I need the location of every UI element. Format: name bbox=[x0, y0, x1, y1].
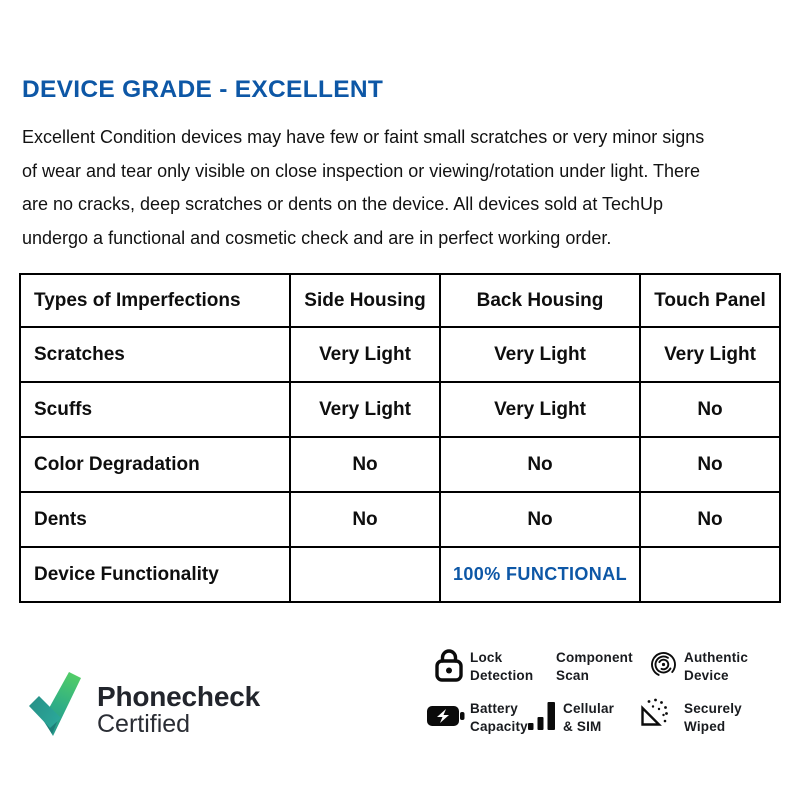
imperfections-table bbox=[19, 273, 781, 603]
feature-cellular-sim bbox=[563, 700, 614, 736]
cell-value: Very Light bbox=[290, 327, 440, 382]
description-line: of wear and tear only visible on close inspection or viewing/rotation under light. There bbox=[22, 160, 701, 181]
row-label: Scratches bbox=[20, 327, 290, 382]
header-types-of-imperfections: Types of Imperfections bbox=[20, 274, 290, 327]
battery-icon bbox=[427, 704, 465, 728]
functional-status: 100% FUNCTIONAL bbox=[440, 547, 640, 602]
description-line: Excellent Condition devices may have few or faint small scratches or very minor signs bbox=[22, 127, 705, 147]
feature-label: Wiped bbox=[684, 719, 726, 734]
page-title: DEVICE GRADE - EXCELLENT bbox=[22, 76, 384, 103]
row-label: Color Degradation bbox=[20, 437, 290, 492]
cell-value: No bbox=[640, 437, 780, 492]
fingerprint-icon bbox=[650, 649, 677, 680]
grade-description bbox=[22, 121, 794, 255]
table-header-row bbox=[20, 274, 780, 327]
feature-label: Capacity bbox=[470, 719, 528, 734]
table-row-scuffs bbox=[20, 382, 780, 437]
feature-label: Detection bbox=[470, 668, 534, 683]
cell-value: No bbox=[440, 437, 640, 492]
signal-bars-icon bbox=[528, 702, 556, 730]
feature-lock-detection bbox=[470, 649, 533, 685]
header-side-housing: Side Housing bbox=[290, 274, 440, 327]
wipe-icon bbox=[637, 698, 669, 730]
table-row-scratches bbox=[20, 327, 780, 382]
cell-value: No bbox=[640, 492, 780, 547]
phonecheck-brand: Phonecheck bbox=[97, 681, 260, 712]
table-row-device-functionality bbox=[20, 547, 780, 602]
feature-securely-wiped bbox=[684, 700, 742, 736]
description-line: undergo a functional and cosmetic check and are in perfect working order. bbox=[22, 227, 612, 248]
cell-value: Very Light bbox=[440, 382, 640, 437]
cell-value: Very Light bbox=[440, 327, 640, 382]
feature-label: Authentic bbox=[684, 650, 749, 665]
row-label: Scuffs bbox=[20, 382, 290, 437]
cell-value: No bbox=[440, 492, 640, 547]
feature-label: Securely bbox=[684, 701, 742, 716]
lock-icon bbox=[434, 649, 464, 683]
feature-label: Battery bbox=[470, 701, 518, 716]
feature-label: Lock bbox=[470, 650, 503, 665]
phonecheck-certified-label: Certified bbox=[97, 710, 191, 738]
feature-label: Device bbox=[684, 668, 729, 683]
feature-component-scan bbox=[556, 649, 633, 685]
cell-value: No bbox=[640, 382, 780, 437]
feature-label: Component bbox=[556, 650, 633, 665]
feature-authentic-device bbox=[684, 649, 748, 685]
table-row-dents bbox=[20, 492, 780, 547]
phonecheck-checkmark-icon bbox=[29, 670, 82, 738]
cell-value: Very Light bbox=[640, 327, 780, 382]
feature-label: Cellular bbox=[563, 701, 615, 716]
cell-value: No bbox=[290, 492, 440, 547]
cell-value bbox=[640, 547, 780, 602]
table-row-color-degradation bbox=[20, 437, 780, 492]
feature-label: & SIM bbox=[563, 719, 602, 734]
cell-value: Very Light bbox=[290, 382, 440, 437]
row-label: Device Functionality bbox=[20, 547, 290, 602]
cell-value bbox=[290, 547, 440, 602]
header-back-housing: Back Housing bbox=[440, 274, 640, 327]
header-touch-panel: Touch Panel bbox=[640, 274, 780, 327]
cell-value: No bbox=[290, 437, 440, 492]
description-line: are no cracks, deep scratches or dents on the device. All devices sold at TechUp bbox=[22, 194, 664, 214]
feature-label: Scan bbox=[556, 668, 590, 683]
row-label: Dents bbox=[20, 492, 290, 547]
feature-battery-capacity bbox=[470, 700, 528, 736]
